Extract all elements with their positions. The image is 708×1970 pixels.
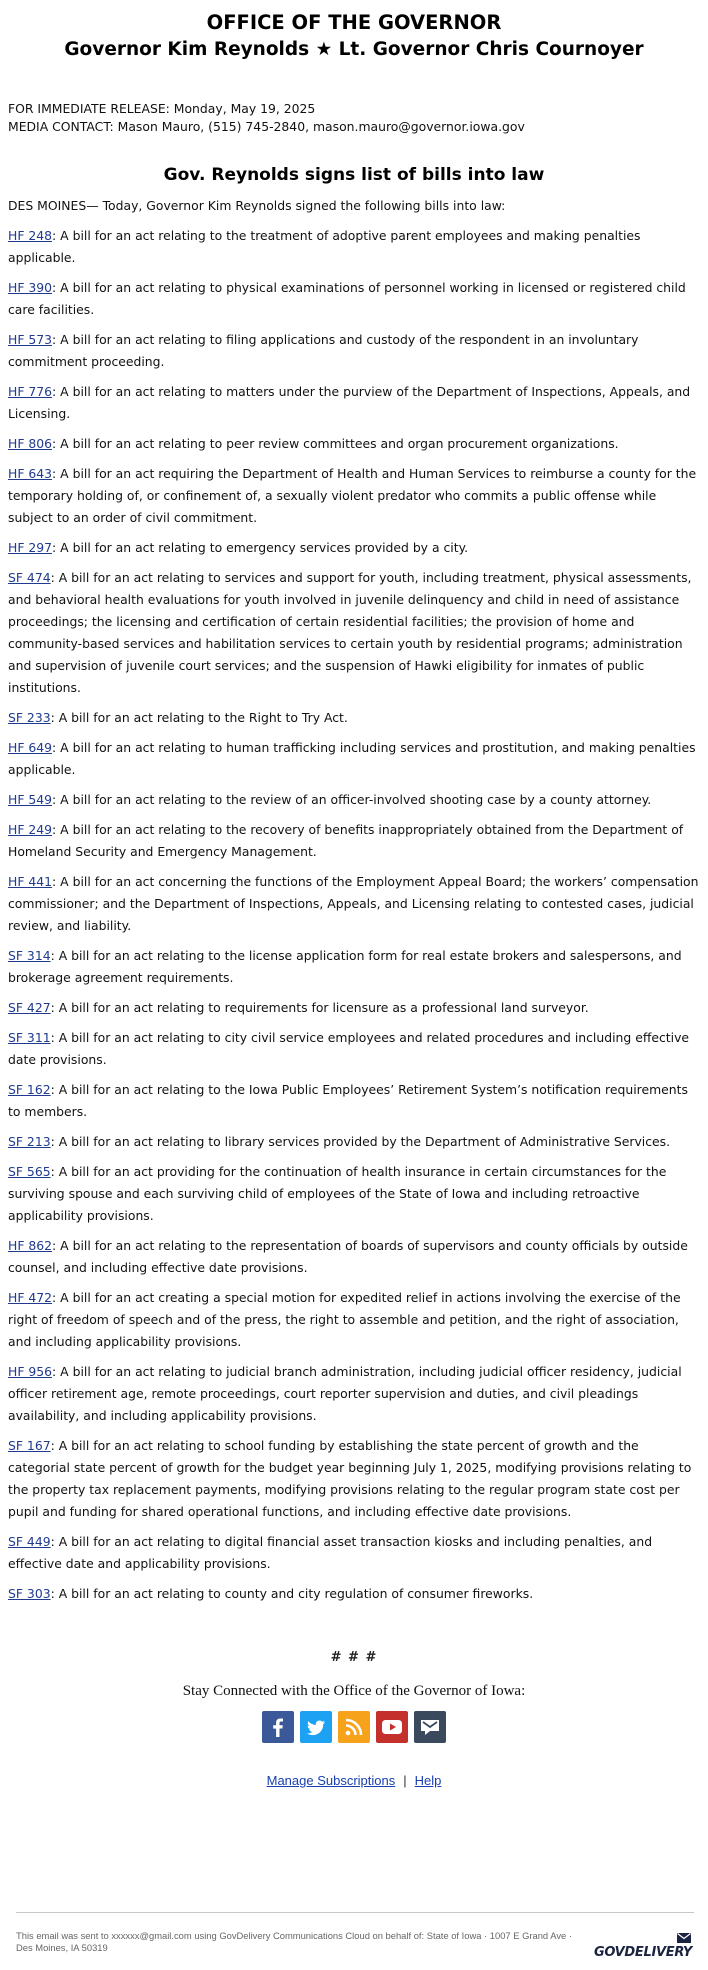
- bill-description: : A bill for an act relating to human trafficking including services and prostitution, and making penalties applicable.: [8, 740, 696, 777]
- subscription-links: [0, 1772, 708, 1790]
- bill-link[interactable]: HF 806: [8, 436, 53, 451]
- office-title: OFFICE OF THE GOVERNOR: [206, 11, 502, 34]
- bill-link[interactable]: SF 167: [8, 1438, 51, 1453]
- release-date: FOR IMMEDIATE RELEASE: Monday, May 19, 2025: [8, 101, 316, 116]
- bill-link[interactable]: HF 248: [8, 228, 53, 243]
- bill-item: [8, 1583, 700, 1605]
- bill-item: [8, 1235, 700, 1279]
- bill-item: [8, 1079, 700, 1123]
- bill-item: [8, 1131, 700, 1153]
- bill-link[interactable]: HF 390: [8, 280, 53, 295]
- bill-item: [8, 1287, 700, 1353]
- bill-description: : A bill for an act relating to the representation of boards of supervisors and county officials by outside counsel, and including effective date provisions.: [8, 1238, 688, 1275]
- envelope-icon: [676, 1932, 692, 1944]
- bill-item: [8, 707, 700, 729]
- bill-description: : A bill for an act relating to library services provided by the Department of Administrative Services.: [50, 1134, 671, 1149]
- govdelivery-icon[interactable]: [414, 1711, 446, 1743]
- bill-description: : A bill for an act relating to the treatment of adoptive parent employees and making penalties applicable.: [8, 228, 641, 265]
- bill-item: [8, 329, 700, 373]
- bill-item: [8, 1027, 700, 1071]
- press-header: [0, 0, 708, 65]
- bill-link[interactable]: SF 311: [8, 1030, 51, 1045]
- headline: Gov. Reynolds signs list of bills into law: [163, 165, 545, 185]
- bill-link[interactable]: HF 643: [8, 466, 53, 481]
- manage-subscriptions-link[interactable]: Manage Subscriptions: [266, 1773, 396, 1788]
- bill-item: [8, 225, 700, 269]
- bill-description: : A bill for an act relating to city civil service employees and related procedures and including effective date provisions.: [8, 1030, 690, 1067]
- bill-description: : A bill for an act relating to judicial branch administration, including judicial officer residency, judicial officer retirement age, remote proceedings, court reporter supervision and duties, and civil pleadings availability, and including applicability provisions.: [8, 1364, 682, 1423]
- bill-description: : A bill for an act relating to the review of an officer-involved shooting case by a county attorney.: [52, 792, 652, 807]
- bill-description: : A bill for an act relating to school funding by establishing the state percent of growth and the categorial state percent of growth for the budget year beginning July 1, 2025, modifying provisions relating to the property tax replacement payments, modifying provisions relating to the regular program state cost per pupil and funding for shared operational functions, and including effective date provisions.: [8, 1438, 692, 1519]
- bill-item: [8, 871, 700, 937]
- stay-connected-heading: Stay Connected with the Office of the Governor of Iowa:: [182, 1683, 526, 1699]
- bill-description: : A bill for an act relating to the license application form for real estate brokers and salespersons, and brokerage agreement requirements.: [8, 948, 682, 985]
- bill-link[interactable]: SF 314: [8, 948, 51, 963]
- bill-list: [8, 225, 700, 1605]
- footer-divider: [16, 1912, 694, 1913]
- media-contact: MEDIA CONTACT: Mason Mauro, (515) 745-2840, mason.mauro@governor.iowa.gov: [8, 119, 525, 134]
- social-icons: [0, 1711, 708, 1743]
- bill-item: [8, 1435, 700, 1523]
- bill-description: : A bill for an act relating to the Iowa Public Employees’ Retirement System’s notification requirements to members.: [8, 1082, 688, 1119]
- bill-description: : A bill for an act relating to county and city regulation of consumer fireworks.: [50, 1586, 534, 1601]
- bill-link[interactable]: SF 213: [8, 1134, 51, 1149]
- bill-description: : A bill for an act relating to digital financial asset transaction kiosks and including penalties, and effective date and applicability provisions.: [8, 1534, 653, 1571]
- bill-link[interactable]: SF 162: [8, 1082, 51, 1097]
- bill-item: [8, 381, 700, 425]
- bill-link[interactable]: SF 233: [8, 710, 51, 725]
- bill-item: [8, 567, 700, 699]
- bill-item: [8, 819, 700, 863]
- officials-line: Governor Kim Reynolds ★ Lt. Governor Chris Cournoyer: [64, 39, 644, 60]
- bill-description: : A bill for an act relating to matters under the purview of the Department of Inspections, Appeals, and Licensing.: [8, 384, 691, 421]
- bill-link[interactable]: HF 441: [8, 874, 53, 889]
- youtube-icon[interactable]: [376, 1711, 408, 1743]
- intro-paragraph: DES MOINES— Today, Governor Kim Reynolds signed the following bills into law:: [8, 198, 506, 213]
- article-body: [0, 195, 708, 1605]
- bill-description: : A bill for an act relating to services and support for youth, including treatment, physical assessments, and behavioral health evaluations for youth involved in juvenile delinquency and child in need of assistance proceedings; the licensing and certification of certain residential facilities; the provision of home and community-based services and habilitation services to certain youth by residential programs; administration and supervision of juvenile court services; and the suspension of Hawki eligibility for inmates of public institutions.: [8, 570, 692, 695]
- bill-link[interactable]: HF 649: [8, 740, 53, 755]
- govdelivery-logo[interactable]: [594, 1932, 692, 1960]
- bill-description: : A bill for an act relating to emergency services provided by a city.: [52, 540, 469, 555]
- bill-item: [8, 997, 700, 1019]
- link-separator: |: [403, 1773, 407, 1788]
- help-link[interactable]: Help: [414, 1773, 442, 1788]
- bill-item: [8, 537, 700, 559]
- footer-text: This email was sent to xxxxxx@gmail.com using GovDelivery Communications Cloud on behalf of: State of Iowa · 1007 E Grand Ave · Des Moines, IA 50319: [16, 1930, 572, 1953]
- bill-link[interactable]: HF 297: [8, 540, 53, 555]
- facebook-icon[interactable]: [262, 1711, 294, 1743]
- bill-link[interactable]: SF 474: [8, 570, 51, 585]
- bill-link[interactable]: SF 565: [8, 1164, 51, 1179]
- rss-icon[interactable]: [338, 1711, 370, 1743]
- end-marker: # # #: [330, 1650, 378, 1665]
- bill-item: [8, 463, 700, 529]
- bill-item: [8, 789, 700, 811]
- bill-description: : A bill for an act requiring the Department of Health and Human Services to reimburse a county for the temporary holding of, or confinement of, a sexually violent predator who commits a public offense while subject to an order of civil commitment.: [8, 466, 697, 525]
- bill-item: [8, 1531, 700, 1575]
- bill-description: : A bill for an act relating to requirements for licensure as a professional land surveyor.: [50, 1000, 589, 1015]
- bill-description: : A bill for an act relating to filing applications and custody of the respondent in an involuntary commitment proceeding.: [8, 332, 639, 369]
- bill-link[interactable]: SF 449: [8, 1534, 51, 1549]
- bill-description: : A bill for an act creating a special motion for expedited relief in actions involving the exercise of the right of freedom of speech and of the press, the right to assemble and petition, and the right of association, and including applicability provisions.: [8, 1290, 681, 1349]
- bill-description: : A bill for an act relating to the Right to Try Act.: [50, 710, 348, 725]
- bill-description: : A bill for an act providing for the continuation of health insurance in certain circumstances for the surviving spouse and each surviving child of employees of the State of Iowa and including retroactive applicability provisions.: [8, 1164, 667, 1223]
- bill-link[interactable]: HF 956: [8, 1364, 53, 1379]
- bill-link[interactable]: SF 427: [8, 1000, 51, 1015]
- bill-item: [8, 737, 700, 781]
- twitter-icon[interactable]: [300, 1711, 332, 1743]
- govdelivery-wordmark: GOVDELIVERY: [594, 1945, 692, 1960]
- bill-link[interactable]: HF 549: [8, 792, 53, 807]
- bill-item: [8, 1161, 700, 1227]
- bill-description: : A bill for an act relating to the recovery of benefits inappropriately obtained from the Department of Homeland Security and Emergency Management.: [8, 822, 684, 859]
- bill-description: : A bill for an act relating to physical examinations of personnel working in licensed or registered child care facilities.: [8, 280, 686, 317]
- bill-item: [8, 277, 700, 321]
- release-meta: [0, 100, 708, 136]
- bill-link[interactable]: SF 303: [8, 1586, 51, 1601]
- bill-link[interactable]: HF 862: [8, 1238, 53, 1253]
- bill-description: : A bill for an act concerning the functions of the Employment Appeal Board; the workers’ compensation commissioner; and the Department of Inspections, Appeals, and Licensing relating to contested cases, judicial review, and liability.: [8, 874, 699, 933]
- bill-link[interactable]: HF 573: [8, 332, 53, 347]
- bill-description: : A bill for an act relating to peer review committees and organ procurement organizations.: [52, 436, 619, 451]
- bill-item: [8, 945, 700, 989]
- bill-link[interactable]: HF 776: [8, 384, 53, 399]
- bill-link[interactable]: HF 249: [8, 822, 53, 837]
- bill-item: [8, 1361, 700, 1427]
- bill-link[interactable]: HF 472: [8, 1290, 53, 1305]
- bill-item: [8, 433, 700, 455]
